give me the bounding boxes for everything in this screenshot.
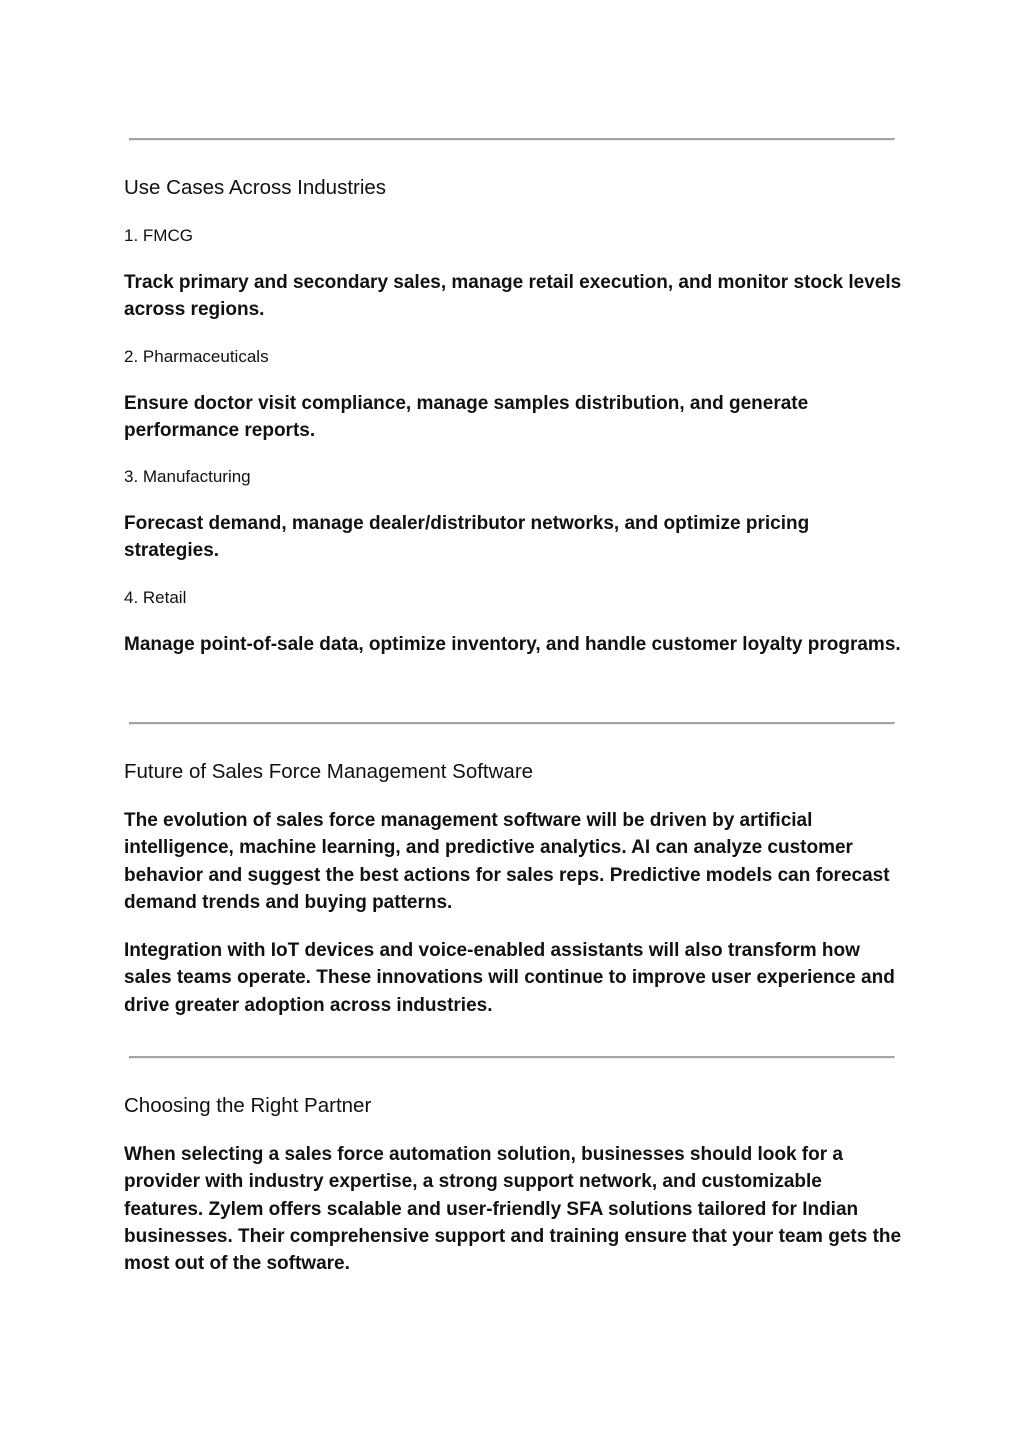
subheading-pharmaceuticals: 2. Pharmaceuticals [124, 347, 269, 366]
subheading-manufacturing: 3. Manufacturing [124, 467, 251, 486]
section-divider [129, 1056, 895, 1059]
paragraph-manufacturing: Forecast demand, manage dealer/distributor networks, and optimize pricing strategies. [124, 513, 810, 562]
paragraph-pharmaceuticals: Ensure doctor visit compliance, manage samples distribution, and generate performance reports. [124, 393, 809, 442]
section-divider [129, 722, 895, 725]
paragraph-future-2: Integration with IoT devices and voice-enabled assistants will also transform how sales teams operate. These innovations will continue to improve user experience and drive greater adoption across industries. [124, 940, 895, 1016]
subheading-fmcg: 1. FMCG [124, 226, 193, 245]
section-heading-partner: Choosing the Right Partner [124, 1094, 372, 1117]
section-heading-future: Future of Sales Force Management Software [124, 760, 534, 783]
paragraph-retail: Manage point-of-sale data, optimize inventory, and handle customer loyalty programs. [124, 634, 901, 655]
paragraph-partner: When selecting a sales force automation solution, businesses should look for a provider with industry expertise, a strong support network, and customizable features. Zylem offers scalable and user-friendly SFA solutions tailored for Indian businesses. Their comprehensive support and training ensure that your team gets the most out of the software. [124, 1144, 902, 1275]
section-divider [129, 138, 895, 141]
section-heading-use-cases: Use Cases Across Industries [124, 176, 387, 199]
paragraph-future-1: The evolution of sales force management software will be driven by artificial intelligence, machine learning, and predictive analytics. AI can analyze customer behavior and suggest the best actions for sales reps. Predictive models can forecast demand trends and buying patterns. [124, 810, 890, 913]
subheading-retail: 4. Retail [124, 588, 187, 607]
paragraph-fmcg: Track primary and secondary sales, manage retail execution, and monitor stock levels across regions. [124, 272, 902, 321]
